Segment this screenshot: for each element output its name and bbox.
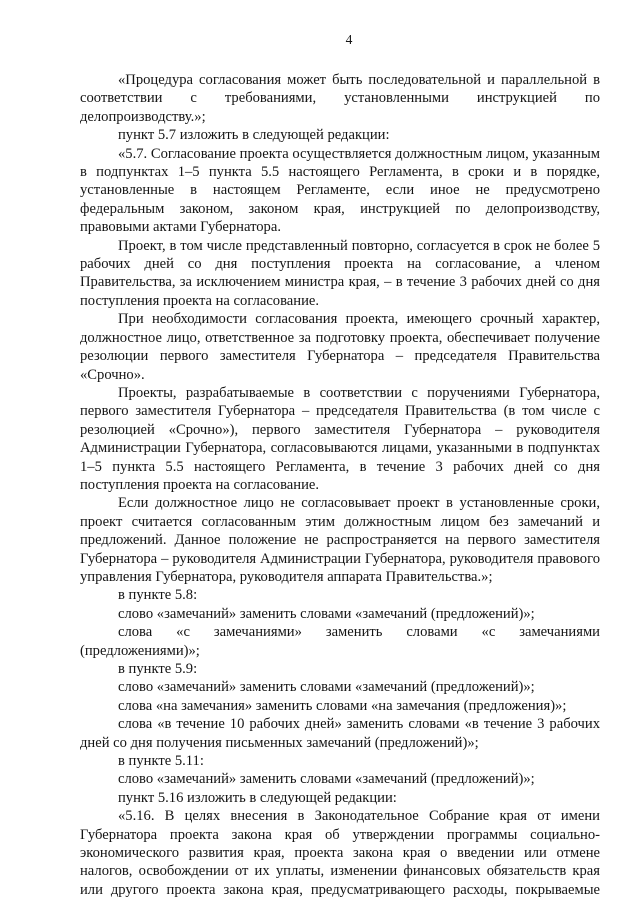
paragraph-5-8-change-2: слова «с замечаниями» заменить словами «с замечаниями (предложениями)»;: [80, 624, 600, 659]
paragraph-5-8-change-1: слово «замечаний» заменить словами «замечаний (предложений)»;: [118, 605, 535, 622]
paragraph-5-9-change-3: слова «в течение 10 рабочих дней» заменить словами «в течение 3 рабочих дней со дня получения письменных замечаний (предложений)»;: [80, 716, 600, 751]
paragraph-5-7-text: «5.7. Согласование проекта осуществляется должностным лицом, указанным в подпунктах 1–5 пункта 5.5 настоящего Регламента, в сроки и в порядке, установленные в настоящем Регламенте, если иное не предусмотрено федеральным законом, законом края, инструкцией по делопроизводству, правовыми актами Губернатора.: [80, 145, 600, 236]
paragraph-5-11-change: слово «замечаний» заменить словами «замечаний (предложений)»;: [118, 771, 535, 788]
paragraph-governor-orders: Проекты, разрабатываемые в соответствии с поручениями Губернатора, первого заместителя Губернатора – председателя Правительства (в том числе с резолюцией «Срочно»), первого заместителя Губернатора – руководителя Администрации Губернатора, согласовываются лицами, указанными в подпунктах 1–5 пункта 5.5 настоящего Регламента, в течение 3 рабочих дней со дня поступления проекта на согласование.: [80, 384, 600, 493]
paragraph-approval-deadline: Проект, в том числе представленный повторно, согласуется в срок не более 5 рабочих дней со дня поступления проекта на согласование, а членом Правительства, за исключением министра края, – в течение 3 рабочих дней со дня поступления проекта на согласование.: [80, 237, 600, 309]
paragraph-missed-deadline: Если должностное лицо не согласовывает проект в установленные сроки, проект считается согласованным этим должностным лицом без замечаний и предложений. Данное положение не распространяется на первого заместителя Губернатора – руководителя Администрации Губернатора, руководителя правового управления Губернатора, руководителя аппарата Правительства.»;: [80, 495, 600, 585]
paragraph-procedure: «Процедура согласования может быть последовательной и параллельной в соответствии с требованиями, установленными инструкцией по делопроизводству.»;: [80, 72, 600, 125]
document-body: [80, 71, 600, 899]
page-number: 4: [345, 32, 353, 47]
paragraph-item-5-8: в пункте 5.8:: [118, 587, 198, 604]
paragraph-item-5-7-intro: пункт 5.7 изложить в следующей редакции:: [118, 127, 390, 144]
paragraph-item-5-16-intro: пункт 5.16 изложить в следующей редакции:: [118, 789, 397, 806]
paragraph-5-16-text: «5.16. В целях внесения в Законодательное Собрание края от имени Губернатора проекта закона края об утверждении программы социально-экономического развития края, проекта закона края о введении или отмене налогов, освобождении от их уплаты, изменении финансовых обязательств края или другого проекта закона края, предусматривающего расходы, покрываемые: [80, 808, 600, 898]
paragraph-item-5-11: в пункте 5.11:: [118, 753, 204, 770]
paragraph-urgent-approval: При необходимости согласования проекта, имеющего срочный характер, должностное лицо, ответственное за подготовку проекта, обеспечивает получение резолюции первого заместителя Губернатора – председателя Правительства «Срочно».: [80, 311, 600, 383]
paragraph-5-9-change-1: слово «замечаний» заменить словами «замечаний (предложений)»;: [118, 679, 535, 696]
paragraph-item-5-9: в пункте 5.9:: [118, 661, 198, 677]
paragraph-5-9-change-2: слова «на замечания» заменить словами «на замечания (предложения)»;: [118, 697, 567, 714]
